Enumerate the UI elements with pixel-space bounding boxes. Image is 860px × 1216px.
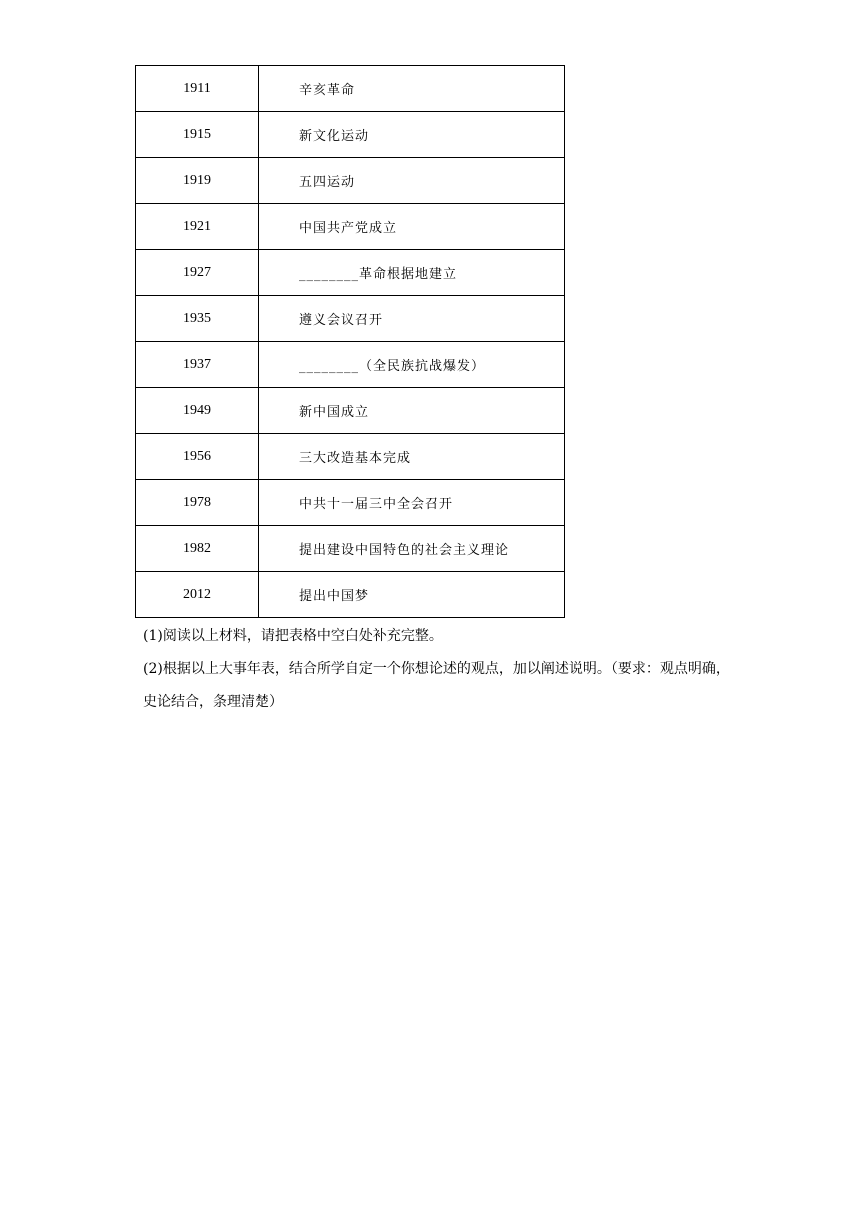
timeline-table [135,65,565,618]
event-cell: 三大改造基本完成 [259,434,565,480]
event-cell: 新文化运动 [259,112,565,158]
event-cell: 提出中国梦 [259,572,565,618]
event-cell: 五四运动 [259,158,565,204]
table-row [136,388,565,434]
year-cell: 1982 [136,526,259,572]
year-cell: 1919 [136,158,259,204]
year-cell: 1921 [136,204,259,250]
table-row [136,112,565,158]
year-cell: 1915 [136,112,259,158]
year-cell: 1949 [136,388,259,434]
question-2 [143,653,733,719]
table-row [136,250,565,296]
year-cell: 1937 [136,342,259,388]
question-2-text: (2)根据以上大事年表，结合所学自定一个你想论述的观点，加以阐述说明。（要求：观点明确，史论结合，条理清楚） [143,661,730,710]
event-cell: 遵义会议召开 [259,296,565,342]
year-cell: 2012 [136,572,259,618]
question-1 [143,620,733,653]
event-cell: 新中国成立 [259,388,565,434]
year-cell: 1911 [136,66,259,112]
year-cell: 1927 [136,250,259,296]
question-list [143,620,733,719]
table-row [136,480,565,526]
event-cell-blank: ________革命根据地建立 [259,250,565,296]
table-row [136,526,565,572]
event-cell: 中国共产党成立 [259,204,565,250]
event-cell-blank: ________（全民族抗战爆发） [259,342,565,388]
table-row [136,342,565,388]
question-1-text: (1)阅读以上材料，请把表格中空白处补充完整。 [143,628,443,644]
table-row [136,434,565,480]
event-cell: 中共十一届三中全会召开 [259,480,565,526]
year-cell: 1978 [136,480,259,526]
table-row [136,66,565,112]
table-row [136,572,565,618]
table-row [136,296,565,342]
table-row [136,158,565,204]
table-row [136,204,565,250]
year-cell: 1935 [136,296,259,342]
event-cell: 提出建设中国特色的社会主义理论 [259,526,565,572]
year-cell: 1956 [136,434,259,480]
event-cell: 辛亥革命 [259,66,565,112]
